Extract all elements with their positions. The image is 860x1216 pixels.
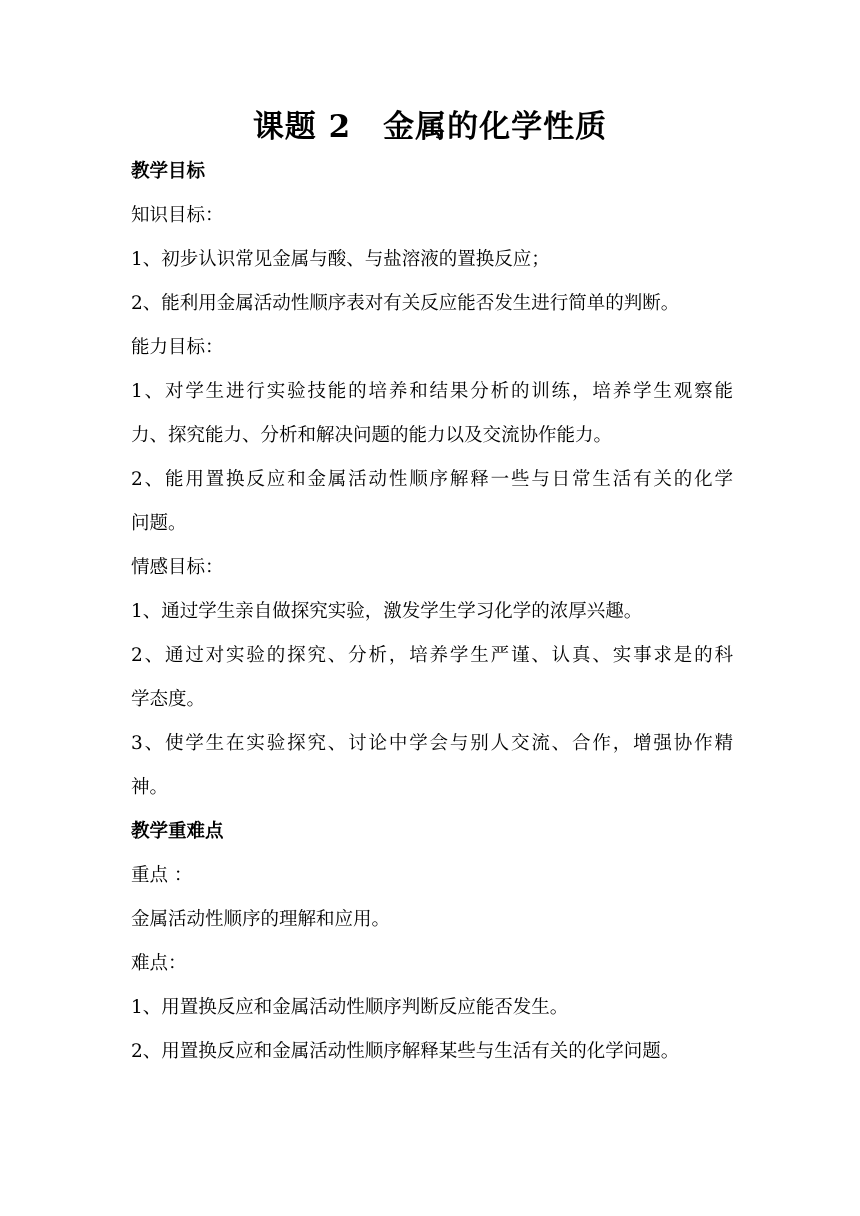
emotional-objective-1: 1、通过学生亲自做探究实验，激发学生学习化学的浓厚兴趣。 [131, 601, 643, 622]
emotional-objective-2-line-1: 2、通过对实验的探究、分析，培养学生严谨、认真、实事求是的科 [131, 645, 733, 666]
subheading-knowledge-objectives: 知识目标： [131, 205, 224, 226]
ability-objective-1-line-1: 1、对学生进行实验技能的培养和结果分析的训练，培养学生观察能 [131, 381, 733, 402]
subheading-ability-objectives: 能力目标： [131, 337, 224, 358]
ability-objective-2-line-1: 2、能用置换反应和金属活动性顺序解释一些与日常生活有关的化学 [131, 469, 733, 490]
difficult-point-2: 2、用置换反应和金属活动性顺序解释某些与生活有关的化学问题。 [131, 1041, 680, 1062]
emotional-objective-2-line-2: 学态度。 [131, 689, 206, 710]
emotional-objective-3-line-2: 神。 [131, 777, 169, 798]
subheading-key-point: 重点 ： [131, 865, 193, 886]
section-heading-teaching-objectives: 教学目标 [131, 161, 206, 182]
subheading-difficult-point: 难点： [131, 953, 187, 974]
key-point-text: 金属活动性顺序的理解和应用。 [131, 909, 391, 930]
knowledge-objective-1: 1、初步认识常见金属与酸、与盐溶液的置换反应； [131, 249, 550, 270]
difficult-point-1: 1、用置换反应和金属活动性顺序判断反应能否发生。 [131, 997, 569, 1018]
document-body [131, 150, 733, 1074]
knowledge-objective-2: 2、能利用金属活动性顺序表对有关反应能否发生进行简单的判断。 [131, 293, 680, 314]
emotional-objective-3-line-1: 3、使学生在实验探究、讨论中学会与别人交流、合作，增强协作精 [131, 733, 733, 754]
document-title: 课题 2 金属的化学性质 [252, 109, 608, 145]
ability-objective-2-line-2: 问题。 [131, 513, 187, 534]
section-heading-key-difficult-points: 教学重难点 [131, 821, 224, 842]
subheading-emotional-objectives: 情感目标： [131, 557, 224, 578]
ability-objective-1-line-2: 力、探究能力、分析和解决问题的能力以及交流协作能力。 [131, 425, 613, 446]
